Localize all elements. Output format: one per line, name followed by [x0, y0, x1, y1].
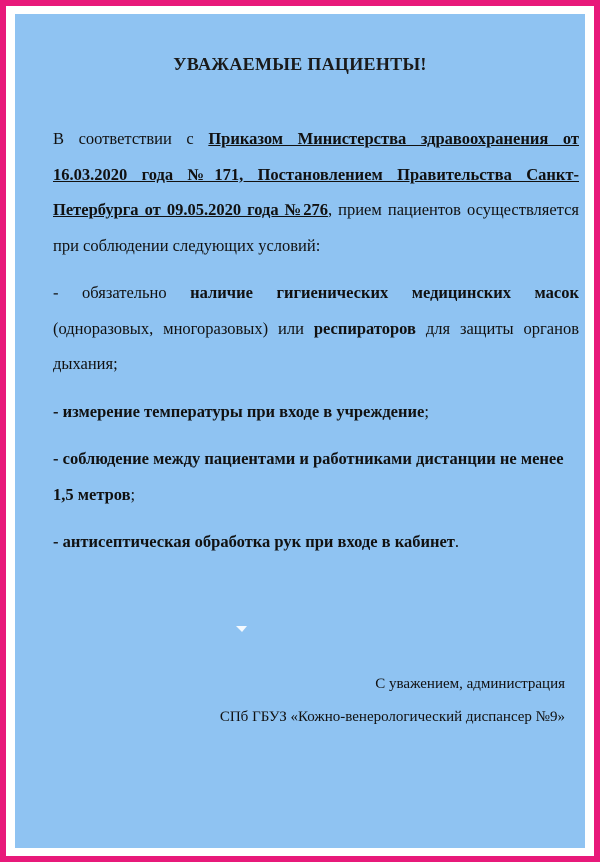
temperature-suffix: ; — [424, 401, 429, 421]
condition-distance — [53, 441, 579, 512]
masks-middle: (одноразовых, многоразовых) или — [53, 318, 314, 338]
condition-temperature — [53, 394, 579, 430]
condition-antiseptic — [53, 524, 579, 560]
notice-body — [53, 121, 579, 572]
notice-title: УВАЖАЕМЫЕ ПАЦИЕНТЫ! — [173, 54, 427, 74]
antiseptic-suffix: . — [454, 532, 460, 551]
masks-bold: наличие гигиенических медицинских масок — [190, 283, 579, 302]
signature-line-1: С уважением, администрация — [375, 676, 565, 692]
intro-paragraph — [53, 121, 579, 263]
intro-prefix: В соответствии с — [53, 129, 209, 148]
order-reference: Приказом Министерства здравоохранения от 16.03.2020 года №171, Постановлением Правительства Санкт-Петербурга от 09.05.2020 года №276 — [53, 129, 579, 219]
intro-suffix: , прием пациентов осуществляется при соблюдении следующих условий: — [53, 200, 579, 255]
respirators-bold: респираторов — [313, 318, 416, 338]
temperature-bold: - измерение температуры при входе в учреждение — [53, 401, 425, 421]
masks-prefix: - обязательно — [53, 283, 191, 302]
condition-masks — [53, 275, 579, 382]
notice-panel — [15, 14, 585, 848]
antiseptic-bold: - антисептическая обработка рук при входе в кабинет — [53, 532, 455, 551]
signature-line-2: СПб ГБУЗ «Кожно-венерологический диспансер №9» — [219, 709, 565, 725]
distance-bold: - соблюдение между пациентами и работниками дистанции не менее 1,5 метров — [53, 449, 564, 504]
decorative-mark-icon — [236, 626, 247, 633]
masks-suffix: для защиты органов дыхания; — [53, 318, 579, 373]
distance-suffix: ; — [130, 484, 136, 504]
